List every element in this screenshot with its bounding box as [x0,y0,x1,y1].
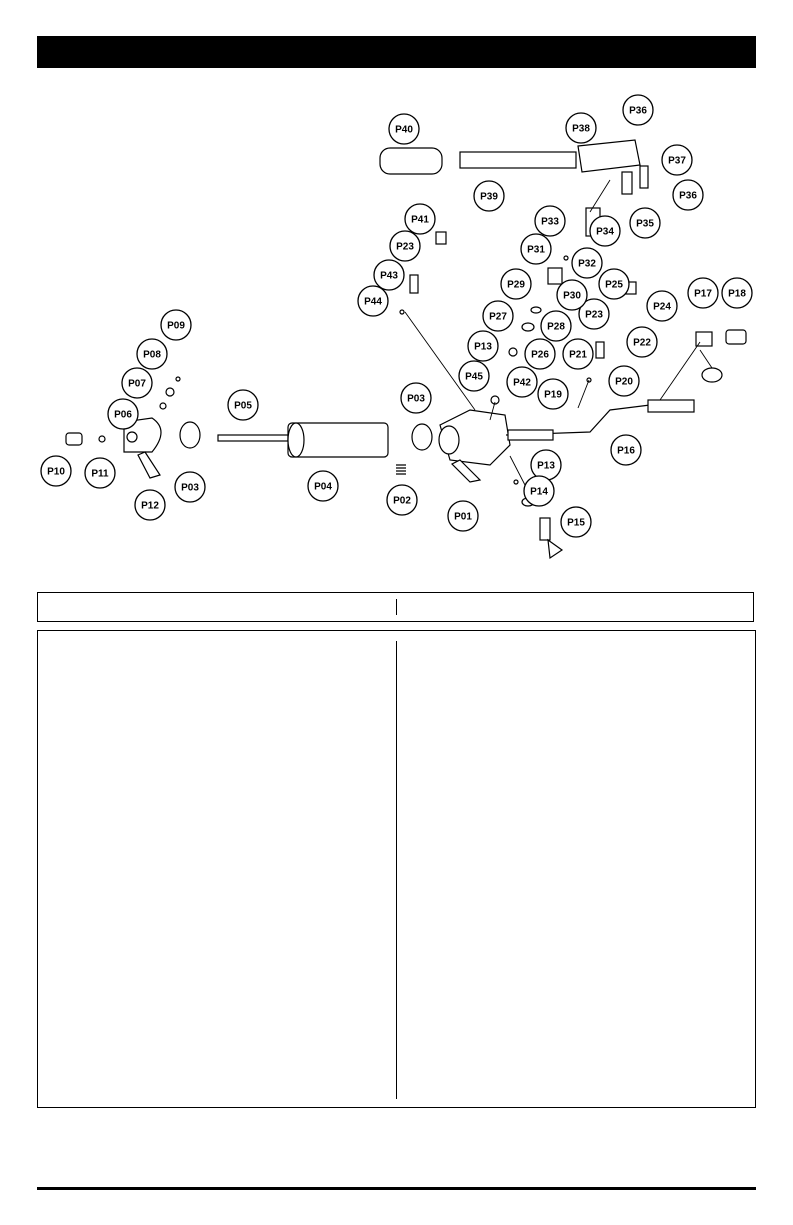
callout-p35 [630,208,660,238]
rod-part-shape [218,435,288,441]
callout-label: P40 [395,124,413,136]
callout-p06 [108,399,138,429]
callout-label: P30 [563,290,581,302]
callout-p02 [387,485,417,515]
callout-p36 [623,95,653,125]
callout-label: P42 [513,377,531,389]
end-cap-part-shape [66,433,82,445]
callout-p25 [599,269,629,299]
callout-p20 [609,366,639,396]
main-body-port-shape [439,426,459,454]
left-valve-spring-shape [410,275,418,293]
callout-label: P29 [507,279,525,291]
callout-label: P01 [454,511,472,523]
callout-label: P23 [585,309,603,321]
callout-p28 [541,311,571,341]
callout-label: P31 [527,244,545,256]
bottom-ball-shape [514,480,518,484]
right-valve-spring-shape [596,342,604,358]
callout-label: P36 [679,190,697,202]
o-ring-left-shape [180,422,200,448]
callout-label: P07 [128,378,146,390]
column-divider [396,599,397,615]
o-ring-right-shape [412,424,432,450]
callout-p12 [135,490,165,520]
callout-label: P35 [636,218,654,230]
callout-label: P34 [596,226,614,238]
callout-label: P44 [364,296,382,308]
callout-label: P43 [380,270,398,282]
callout-label: P03 [407,393,425,405]
spring-part-shape [396,465,406,474]
callout-label: P23 [396,241,414,253]
leader-line-p19 [578,380,589,408]
small-ring-shape [160,403,166,409]
callout-p01 [448,501,478,531]
exploded-parts-diagram [0,80,793,580]
callout-p41 [405,204,435,234]
callout-label: P39 [480,191,498,203]
callout-label: P21 [569,349,587,361]
callout-label: P17 [694,288,712,300]
leader-line-hose-coupler [660,342,700,400]
callout-label: P25 [605,279,623,291]
callout-p05 [228,390,258,420]
parts-column-header [37,592,754,622]
callout-p24 [647,291,677,321]
callout-label: P02 [393,495,411,507]
left-valve-ball-shape [400,310,404,314]
callout-p45 [459,361,489,391]
callout-p22 [627,327,657,357]
callout-p19 [538,379,568,409]
pin-small-shape [176,377,180,381]
callout-label: P03 [181,482,199,494]
hose-coil-shape [508,430,553,440]
callout-p39 [474,181,504,211]
callout-p08 [137,339,167,369]
callout-p21 [563,339,593,369]
valve-stem-shape [548,268,562,284]
callout-label: P14 [530,486,548,498]
callout-p03 [175,472,205,502]
callout-label: P38 [572,123,590,135]
callout-label: P11 [91,468,109,480]
callout-p18 [722,278,752,308]
callout-p04 [308,471,338,501]
callout-label: P15 [567,517,585,529]
rear-housing-boss-shape [127,432,137,442]
footer-rule [37,1187,756,1190]
callout-p37 [662,145,692,175]
callout-label: P24 [653,301,671,313]
callout-p34 [590,216,620,246]
callout-p43 [374,260,404,290]
callout-label: P36 [629,105,647,117]
callout-p03 [401,383,431,413]
callout-label: P33 [541,216,559,228]
valve-seat-shape [509,348,517,356]
hanger-ring-shape [702,368,722,382]
callout-p10 [41,456,71,486]
callout-p42 [507,367,537,397]
valve-washer-shape [522,323,534,331]
callout-label: P45 [465,371,483,383]
clevis-pin-2-shape [640,166,648,188]
callout-p44 [358,286,388,316]
callout-label: P13 [474,341,492,353]
callout-p27 [483,301,513,331]
callout-label: P18 [728,288,746,300]
callout-p31 [521,234,551,264]
callout-p23 [390,231,420,261]
callout-label: P08 [143,349,161,361]
parts-list-divider [396,641,397,1099]
callout-label: P41 [411,214,429,226]
parts-list-box [37,630,756,1108]
callout-p15 [561,507,591,537]
handle-tube-shape [460,152,576,168]
callout-label: P19 [544,389,562,401]
valve-oring-shape [531,307,541,313]
callout-p26 [525,339,555,369]
callout-label: P16 [617,445,635,457]
callout-label: P27 [489,311,507,323]
callout-p30 [557,280,587,310]
callout-p33 [535,206,565,236]
release-knob-shape [548,540,562,558]
header-bar [37,36,756,68]
callout-p17 [688,278,718,308]
callout-label: P26 [531,349,549,361]
rear-housing-foot-shape [138,452,160,478]
quick-connect-part-shape [726,330,746,344]
callout-p14 [524,476,554,506]
leader-line-linkage [590,180,610,212]
callout-label: P05 [234,400,252,412]
callout-label: P22 [633,337,651,349]
callout-label: P10 [47,466,65,478]
callout-p16 [611,435,641,465]
callout-p32 [572,248,602,278]
callout-label: P37 [668,155,686,167]
callout-p11 [85,458,115,488]
callout-label: P06 [114,409,132,421]
handle-grip-shape [380,148,442,174]
callout-label: P09 [167,320,185,332]
callout-label: P04 [314,481,332,493]
callout-label: P28 [547,321,565,333]
fitting-small-shape [166,388,174,396]
callout-p09 [161,310,191,340]
callout-p13 [468,331,498,361]
cylinder-end-shape [288,423,304,457]
valve-pin-shape [564,256,568,260]
callout-p38 [566,113,596,143]
callout-label: P32 [578,258,596,270]
callout-p13 [531,450,561,480]
hose-fitting-shape [648,400,694,412]
callout-p40 [389,114,419,144]
leader-line-ring [700,350,712,368]
callout-label: P13 [537,460,555,472]
handle-clevis-shape [578,140,640,172]
washer-part-shape [99,436,105,442]
callout-p36 [673,180,703,210]
callout-p07 [122,368,152,398]
clevis-pin-shape [622,172,632,194]
release-valve-shape [540,518,550,540]
callout-label: P12 [141,500,159,512]
callout-p29 [501,269,531,299]
callout-label: P20 [615,376,633,388]
left-valve-cap-shape [436,232,446,244]
